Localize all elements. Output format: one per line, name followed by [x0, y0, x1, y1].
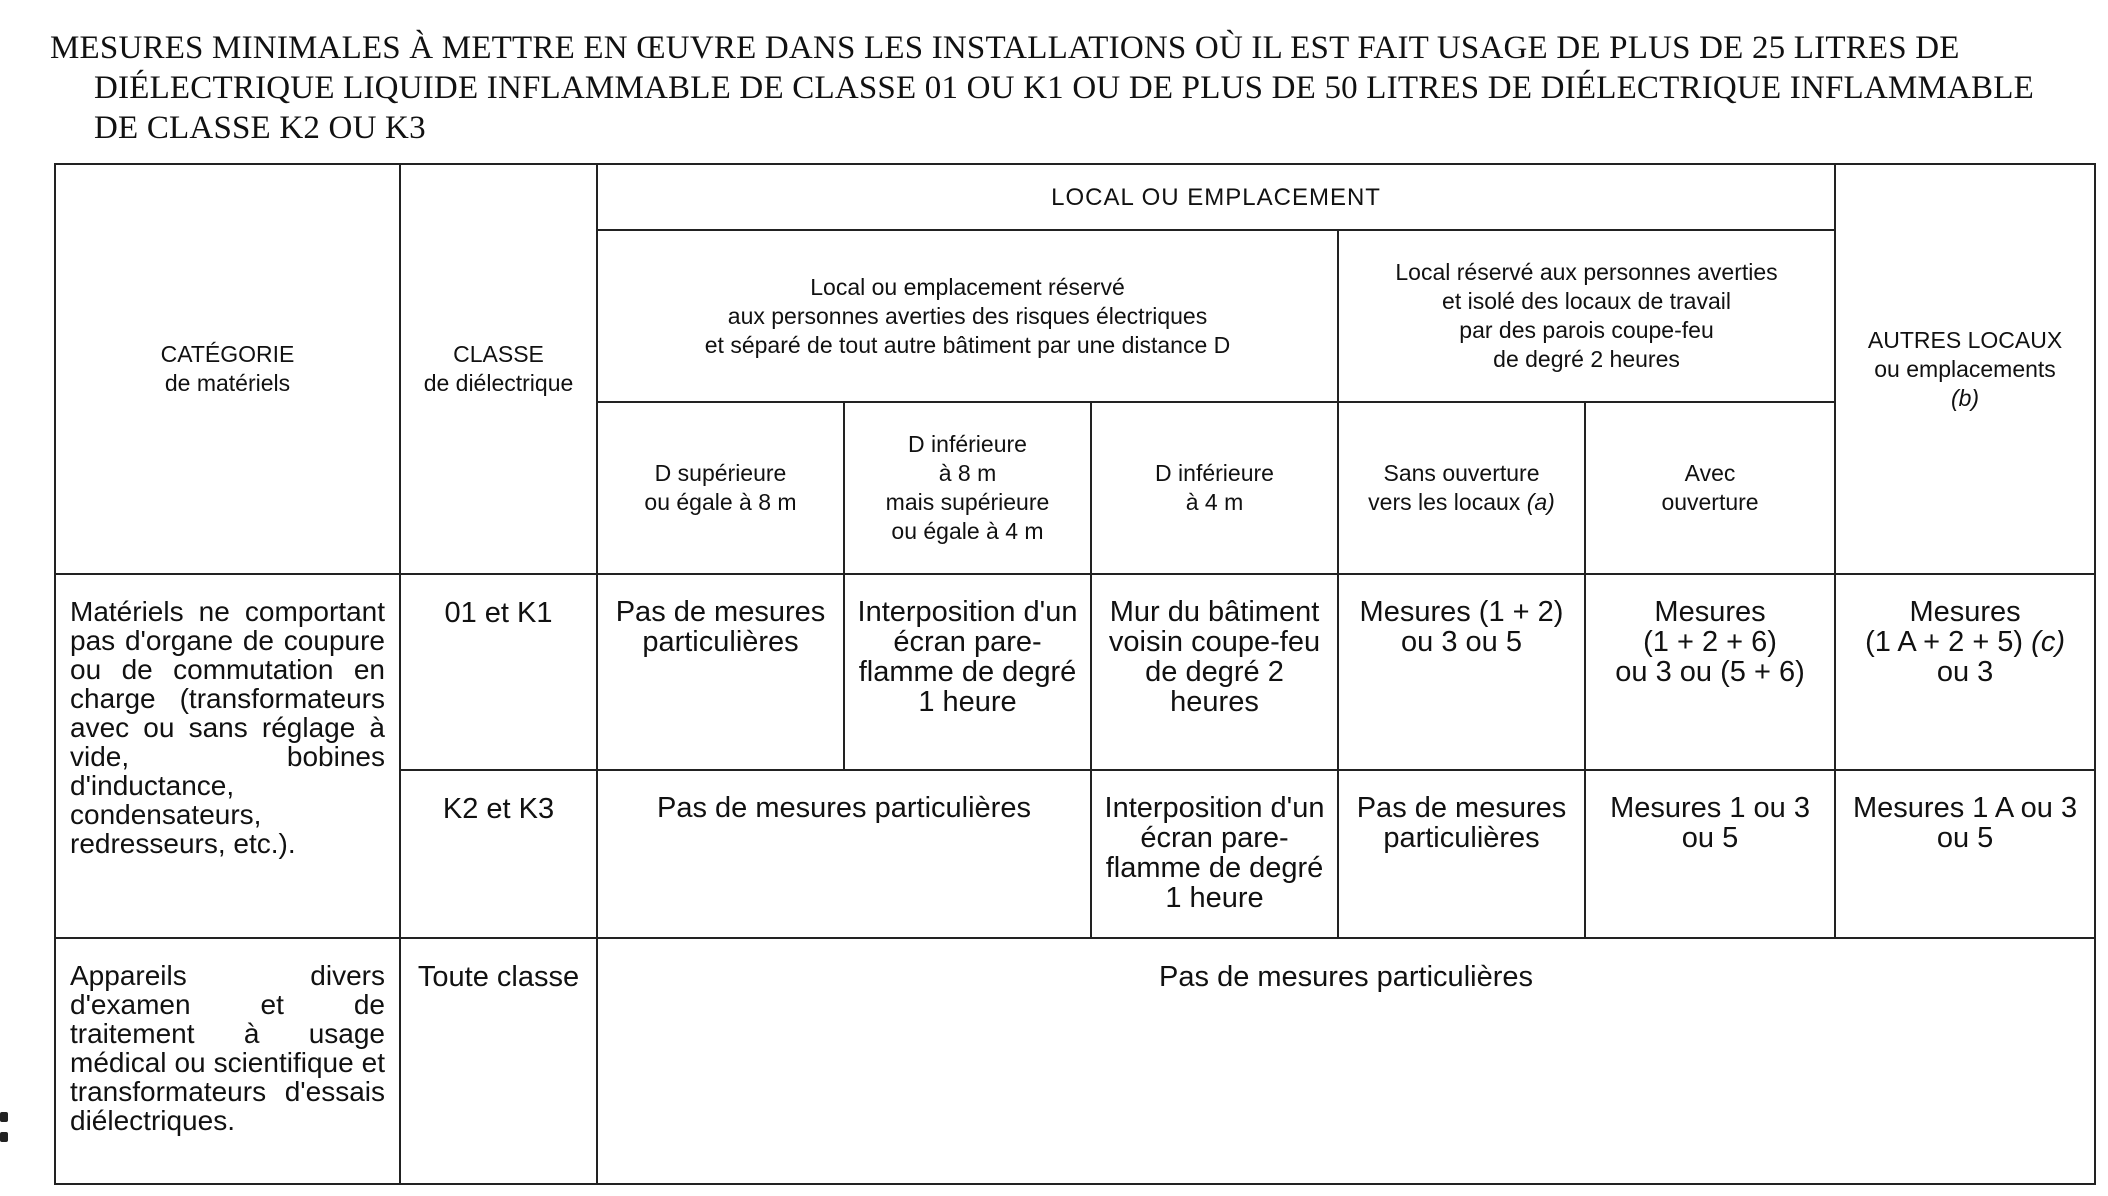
header-d3-line1: D inférieure	[1155, 460, 1274, 486]
row3-classe: Toute classe	[400, 938, 597, 1184]
header-d2-line2: à 8 m	[938, 460, 997, 486]
header-categorie-title: CATÉGORIE	[160, 341, 295, 367]
header-classe-title: CLASSE	[453, 341, 544, 367]
row1-avec	[1585, 574, 1835, 770]
header-reserve-line1: Local ou emplacement réservé	[810, 273, 1125, 300]
row2-classe: K2 et K3	[400, 770, 597, 938]
row1-d2: Interposition d'un écran pare-flamme de degré 1 heure	[844, 574, 1091, 770]
header-isole-line4: de degré 2 heures	[1493, 346, 1680, 372]
header-classe	[400, 164, 597, 574]
row1-classe: 01 et K1	[400, 574, 597, 770]
header-sans-note: (a)	[1526, 489, 1555, 515]
header-d-4-8m	[844, 402, 1091, 574]
header-isole-line2: et isolé des locaux de travail	[1442, 288, 1731, 314]
header-classe-sub: de diélectrique	[423, 370, 574, 396]
header-reserve-line2: aux personnes averties des risques électriques	[727, 302, 1208, 329]
header-autres-note: (b)	[1950, 384, 1980, 411]
header-sans-ouverture	[1338, 402, 1585, 574]
header-d-inf-4m	[1091, 402, 1338, 574]
header-sans-line2-text: vers les locaux	[1368, 489, 1521, 515]
margin-marks	[0, 1112, 10, 1172]
row1-autres-line2-text: (1 A + 2 + 5)	[1865, 626, 2024, 658]
header-d2-line3: mais supérieure	[885, 489, 1050, 515]
header-d3-line2: à 4 m	[1185, 489, 1244, 515]
row1-avec-line2: (1 + 2 + 6)	[1643, 626, 1777, 658]
header-autres	[1835, 164, 2095, 574]
row1-avec-line3: ou 3 ou (5 + 6)	[1615, 656, 1805, 688]
row1-autres-note: (c)	[2031, 626, 2065, 658]
header-autres-sub: ou emplacements	[1874, 355, 2056, 382]
header-autres-title: AUTRES LOCAUX	[1867, 326, 2063, 353]
header-isole	[1338, 230, 1835, 402]
row2-d3: Interposition d'un écran pare-flamme de degré 1 heure	[1091, 770, 1338, 938]
header-reserve	[597, 230, 1338, 402]
row-category-appareils: Appareils divers d'examen et de traitement à usage médical ou scientifique et transformateurs d'essais diélectriques.	[55, 938, 400, 1184]
header-d2-line4: ou égale à 4 m	[891, 518, 1044, 544]
header-avec-line1: Avec	[1684, 460, 1736, 486]
row1-d1: Pas de mesures particulières	[597, 574, 844, 770]
document-title	[50, 28, 2080, 148]
row1-autres-line3: ou 3	[1936, 656, 1994, 688]
header-local: LOCAL OU EMPLACEMENT	[597, 164, 1835, 230]
header-d1-line1: D supérieure	[654, 460, 787, 486]
header-d2-line1: D inférieure	[908, 431, 1027, 457]
header-sans-line2	[1349, 488, 1574, 517]
header-avec-line2: ouverture	[1661, 489, 1759, 515]
row1-autres	[1835, 574, 2095, 770]
header-avec-ouverture	[1585, 402, 1835, 574]
title-line-1: MESURES MINIMALES À METTRE EN ŒUVRE DANS LES INSTALLATIONS OÙ IL EST FAIT USAGE DE PLUS DE 25 LITRES DE	[50, 30, 1960, 66]
header-isole-line1: Local réservé aux personnes averties	[1395, 259, 1778, 285]
header-sans-line1: Sans ouverture	[1383, 460, 1540, 486]
header-d1-line2: ou égale à 8 m	[644, 489, 797, 515]
row1-d3: Mur du bâtiment voisin coupe-feu de degré 2 heures	[1091, 574, 1338, 770]
row2-sans: Pas de mesures particulières	[1338, 770, 1585, 938]
header-reserve-line3: et séparé de tout autre bâtiment par une distance D	[704, 331, 1231, 358]
row1-autres-line1: Mesures	[1909, 596, 2021, 628]
measures-table	[54, 163, 2096, 1185]
row1-avec-line1: Mesures	[1654, 596, 1766, 628]
title-line-3: DE CLASSE K2 OU K3	[94, 110, 426, 146]
row2-autres: Mesures 1 A ou 3 ou 5	[1835, 770, 2095, 938]
row-category-materiels: Matériels ne comportant pas d'organe de coupure ou de commutation en charge (transformateurs avec ou sans réglage à vide, bobines d'inductance, condensateurs, redresseurs, etc.).	[55, 574, 400, 938]
row3-all: Pas de mesures particulières	[597, 938, 2095, 1184]
title-line-2: DIÉLECTRIQUE LIQUIDE INFLAMMABLE DE CLASSE 01 OU K1 OU DE PLUS DE 50 LITRES DE DIÉLECTRIQUE INFLAMMABLE	[94, 70, 2034, 106]
header-isole-line3: par des parois coupe-feu	[1459, 317, 1714, 343]
header-d-sup-8m	[597, 402, 844, 574]
header-categorie	[55, 164, 400, 574]
header-categorie-sub: de matériels	[164, 370, 291, 396]
row1-autres-line2	[1846, 627, 2084, 657]
row2-d12: Pas de mesures particulières	[597, 770, 1091, 938]
row2-avec: Mesures 1 ou 3 ou 5	[1585, 770, 1835, 938]
row1-sans: Mesures (1 + 2) ou 3 ou 5	[1338, 574, 1585, 770]
